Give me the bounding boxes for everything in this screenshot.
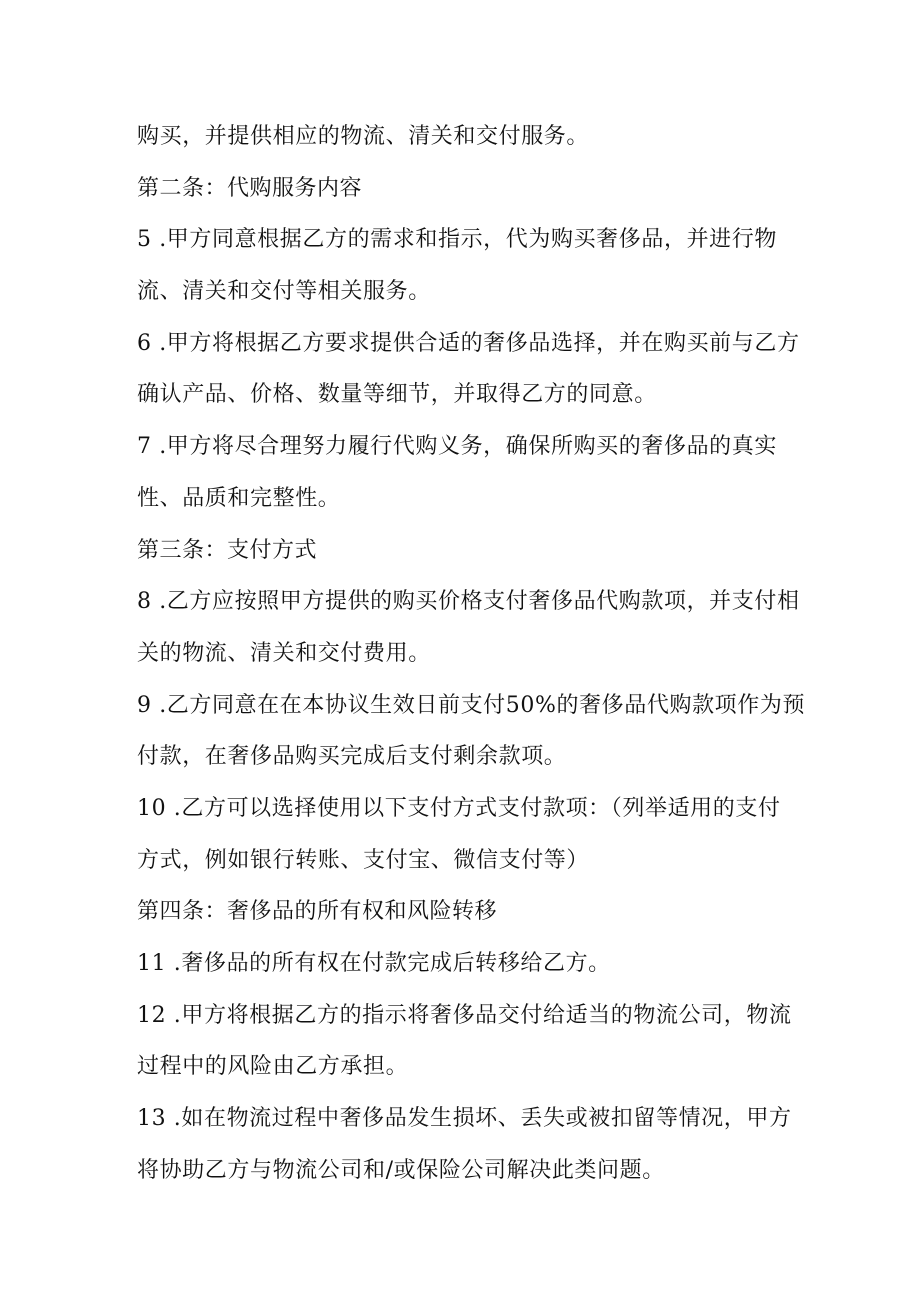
text-line: 确认产品、价格、数量等细节，并取得乙方的同意。 [137, 382, 657, 408]
text-line: 11 .奢侈品的所有权在付款完成后转移给乙方。 [137, 951, 611, 976]
text-line: 9 .乙方同意在在本协议生效日前支付50%的奢侈品代购款项作为预 [137, 692, 806, 718]
text-line: 方式，例如银行转账、支付宝、微信支付等） [137, 847, 590, 873]
text-line: 6 .甲方将根据乙方要求提供合适的奢侈品选择，并在购买前与乙方 [137, 330, 800, 356]
document-body [137, 117, 806, 1202]
section-heading-2: 第二条：代购服务内容 [137, 175, 363, 201]
text-line: 付款，在奢侈品购买完成后支付剩余款项。 [137, 744, 567, 770]
text-line: 5 .甲方同意根据乙方的需求和指示，代为购买奢侈品，并进行物 [137, 227, 777, 253]
text-line: 将协助乙方与物流公司和/或保险公司解决此类问题。 [137, 1157, 665, 1183]
text-line: 8 .乙方应按照甲方提供的购买价格支付奢侈品代购款项，并支付相 [137, 589, 800, 615]
text-line: 7 .甲方将尽合理努力履行代购义务，确保所购买的奢侈品的真实 [137, 434, 777, 460]
text-line: 过程中的风险由乙方承担。 [137, 1054, 409, 1080]
section-heading-4: 第四条：奢侈品的所有权和风险转移 [137, 899, 498, 925]
text-line: 购买，并提供相应的物流、清关和交付服务。 [137, 124, 590, 149]
text-line: 关的物流、清关和交付费用。 [137, 640, 431, 666]
text-line: 性、品质和完整性。 [137, 485, 341, 511]
text-line: 13 .如在物流过程中奢侈品发生损坏、丢失或被扣留等情况，甲方 [137, 1106, 792, 1132]
text-line: 12 .甲方将根据乙方的指示将奢侈品交付给适当的物流公司，物流 [137, 1002, 792, 1028]
text-line: 10 .乙方可以选择使用以下支付方式支付款项：（列举适用的支付 [137, 795, 781, 821]
text-line: 流、清关和交付等相关服务。 [137, 279, 431, 305]
section-heading-3: 第三条：支付方式 [137, 537, 318, 563]
